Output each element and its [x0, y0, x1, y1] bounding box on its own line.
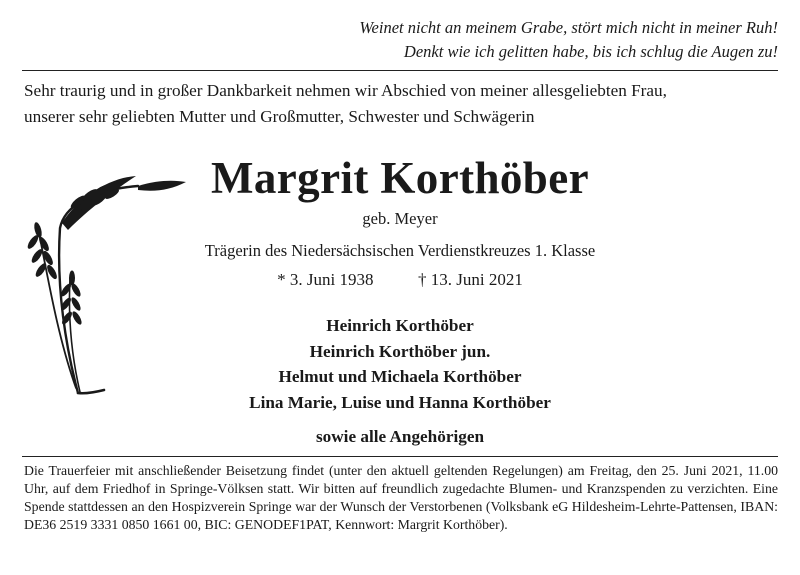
honor-text: Trägerin des Niedersächsischen Verdienstkreuzes 1. Klasse	[204, 241, 596, 260]
deceased-name: Margrit Korthöber	[211, 153, 589, 203]
intro-text	[24, 78, 784, 130]
mourner-name: Heinrich Korthöber jun.	[309, 341, 491, 361]
mourner-name: Heinrich Korthöber	[326, 316, 474, 335]
funeral-details: Die Trauerfeier mit anschließender Beisetzung findet (unter den aktuell geltenden Regelungen) am Freitag, den 25. Juni 2021, 11.00 Uhr, auf dem Friedhof in Springe-Völksen statt. Wir bitten auf freundlich zugedachte Blumen- und Kranzspenden zu verzichten. Eine Spende stattdessen an den Hospizverein Springe war der Wunsch der Verstorbenen (Volksbank eG Hildesheim-Lehrte-Pattensen, IBAN: DE36 2519 3331 0850 1661 00, BIC: GENODEF1PAT, Kennwort: Margrit Korthöber).	[24, 463, 778, 532]
death-date: † 13. Juni 2021	[418, 270, 523, 289]
poem	[359, 16, 778, 64]
mourner-name: Lina Marie, Luise und Hanna Korthöber	[249, 392, 551, 412]
poem-line-1: Weinet nicht an meinem Grabe, stört mich nicht in meiner Ruh!	[359, 18, 778, 37]
mourner-name: Helmut und Michaela Korthöber	[278, 367, 522, 386]
birth-name: geb. Meyer	[362, 209, 438, 228]
relatives-line: sowie alle Angehörigen	[315, 427, 485, 446]
poem-line-2: Denkt wie ich gelitten habe, bis ich schlug die Augen zu!	[403, 42, 778, 61]
birth-date: * 3. Juni 1938	[277, 270, 374, 289]
divider-top	[22, 70, 778, 71]
intro-line-1: Sehr traurig und in großer Dankbarkeit nehmen wir Abschied von meiner allesgeliebten Frau,	[24, 81, 667, 100]
life-dates	[0, 270, 800, 290]
intro-line-2: unserer sehr geliebten Mutter und Großmutter, Schwester und Schwägerin	[24, 107, 535, 126]
mourners-list	[0, 313, 800, 415]
divider-bottom	[22, 456, 778, 457]
